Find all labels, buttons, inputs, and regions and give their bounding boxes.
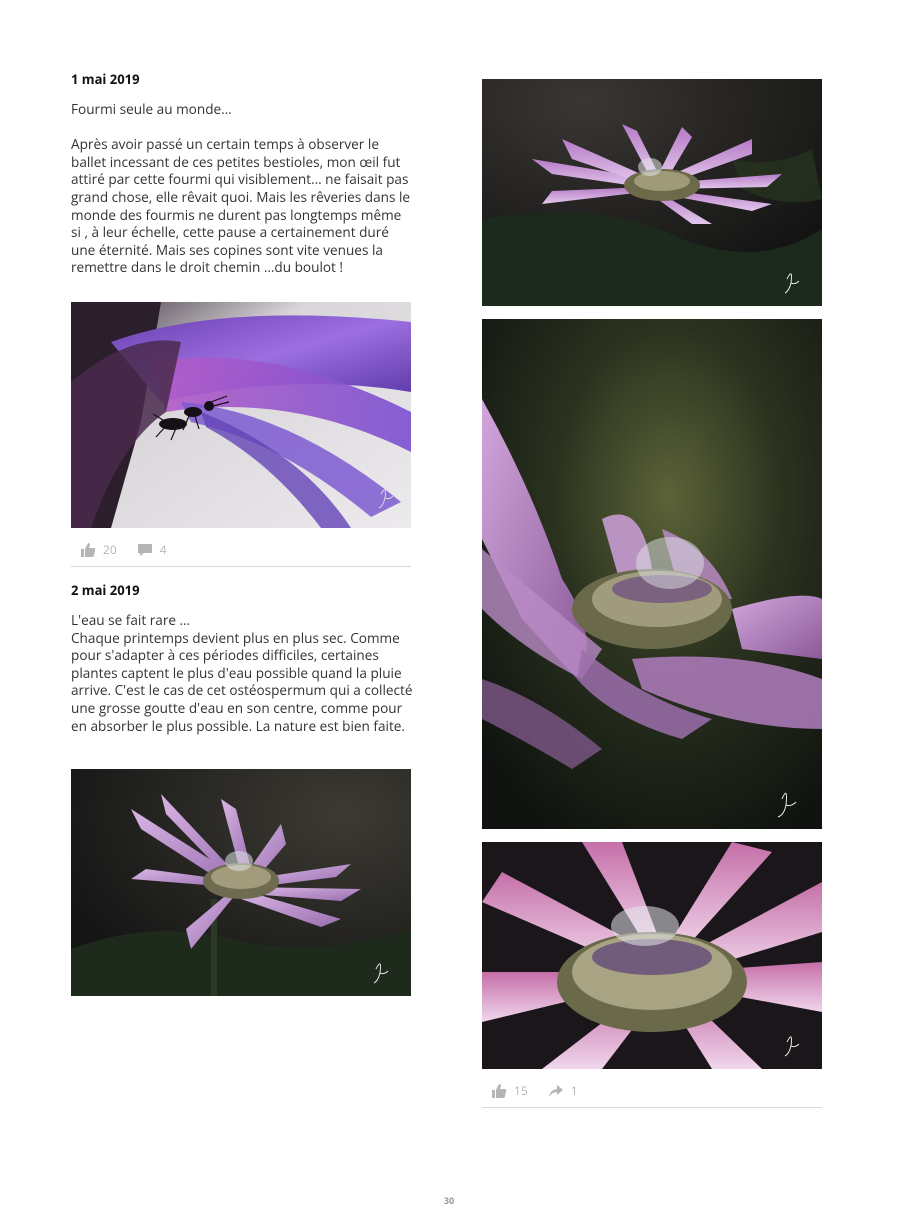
osteospermum-photo-2[interactable] — [482, 79, 822, 306]
ant-flower-photo[interactable] — [71, 302, 411, 528]
post-2-divider — [482, 1107, 822, 1108]
osteospermum-photo-3[interactable] — [482, 319, 822, 829]
flower-image-3 — [482, 319, 822, 829]
share-stat[interactable] — [548, 1082, 578, 1099]
post-1-text: Fourmi seule au monde… Après avoir passé un certain temps à observer le ballet incessant de ces petites bestioles, mon œil fut attiré par cette fourmi qui visiblement… ne faisait pas grand chose, elle rêvait quoi. Mais les rêveries dans le monde des fourmis ne durent pas longtemps même si , à leur échelle, cette pause a certainement duré une éternité. Mais ses copines sont vite venues la remettre dans le droit chemin …du boulot ! — [71, 99, 411, 277]
osteospermum-photo-1[interactable] — [71, 769, 411, 996]
comment-count: 4 — [159, 541, 167, 558]
osteospermum-photo-4[interactable] — [482, 842, 822, 1069]
post-1-stats — [80, 541, 187, 558]
like-stat[interactable] — [491, 1082, 528, 1099]
flower-image-1 — [71, 769, 411, 996]
thumbs-up-icon — [80, 542, 96, 558]
share-arrow-icon — [548, 1083, 564, 1099]
page-number: 30 — [443, 1194, 455, 1207]
thumbs-up-icon — [491, 1083, 507, 1099]
post-2-stats — [491, 1082, 598, 1099]
like-stat[interactable] — [80, 541, 117, 558]
comment-icon — [137, 542, 153, 558]
flower-image-4 — [482, 842, 822, 1069]
like-count: 20 — [103, 541, 117, 558]
ant-flower-image — [71, 302, 411, 528]
flower-image-2 — [482, 79, 822, 306]
comment-stat[interactable] — [137, 541, 167, 558]
post-1-date: 1 mai 2019 — [71, 70, 140, 88]
post-1-divider — [71, 566, 411, 567]
post-2-date: 2 mai 2019 — [71, 581, 140, 599]
share-count: 1 — [570, 1082, 578, 1099]
post-2-text: L'eau se fait rare … Chaque printemps devient plus en plus sec. Comme pour s'adapter à ces périodes difficiles, certaines plantes captent le plus d'eau possible quand la pluie arrive. C'est le cas de cet ostéospermum qui a collecté une grosse goutte d'eau en son centre, comme pour en absorber le plus possible. La nature est bien faite. — [71, 610, 413, 735]
like-count: 15 — [514, 1082, 528, 1099]
